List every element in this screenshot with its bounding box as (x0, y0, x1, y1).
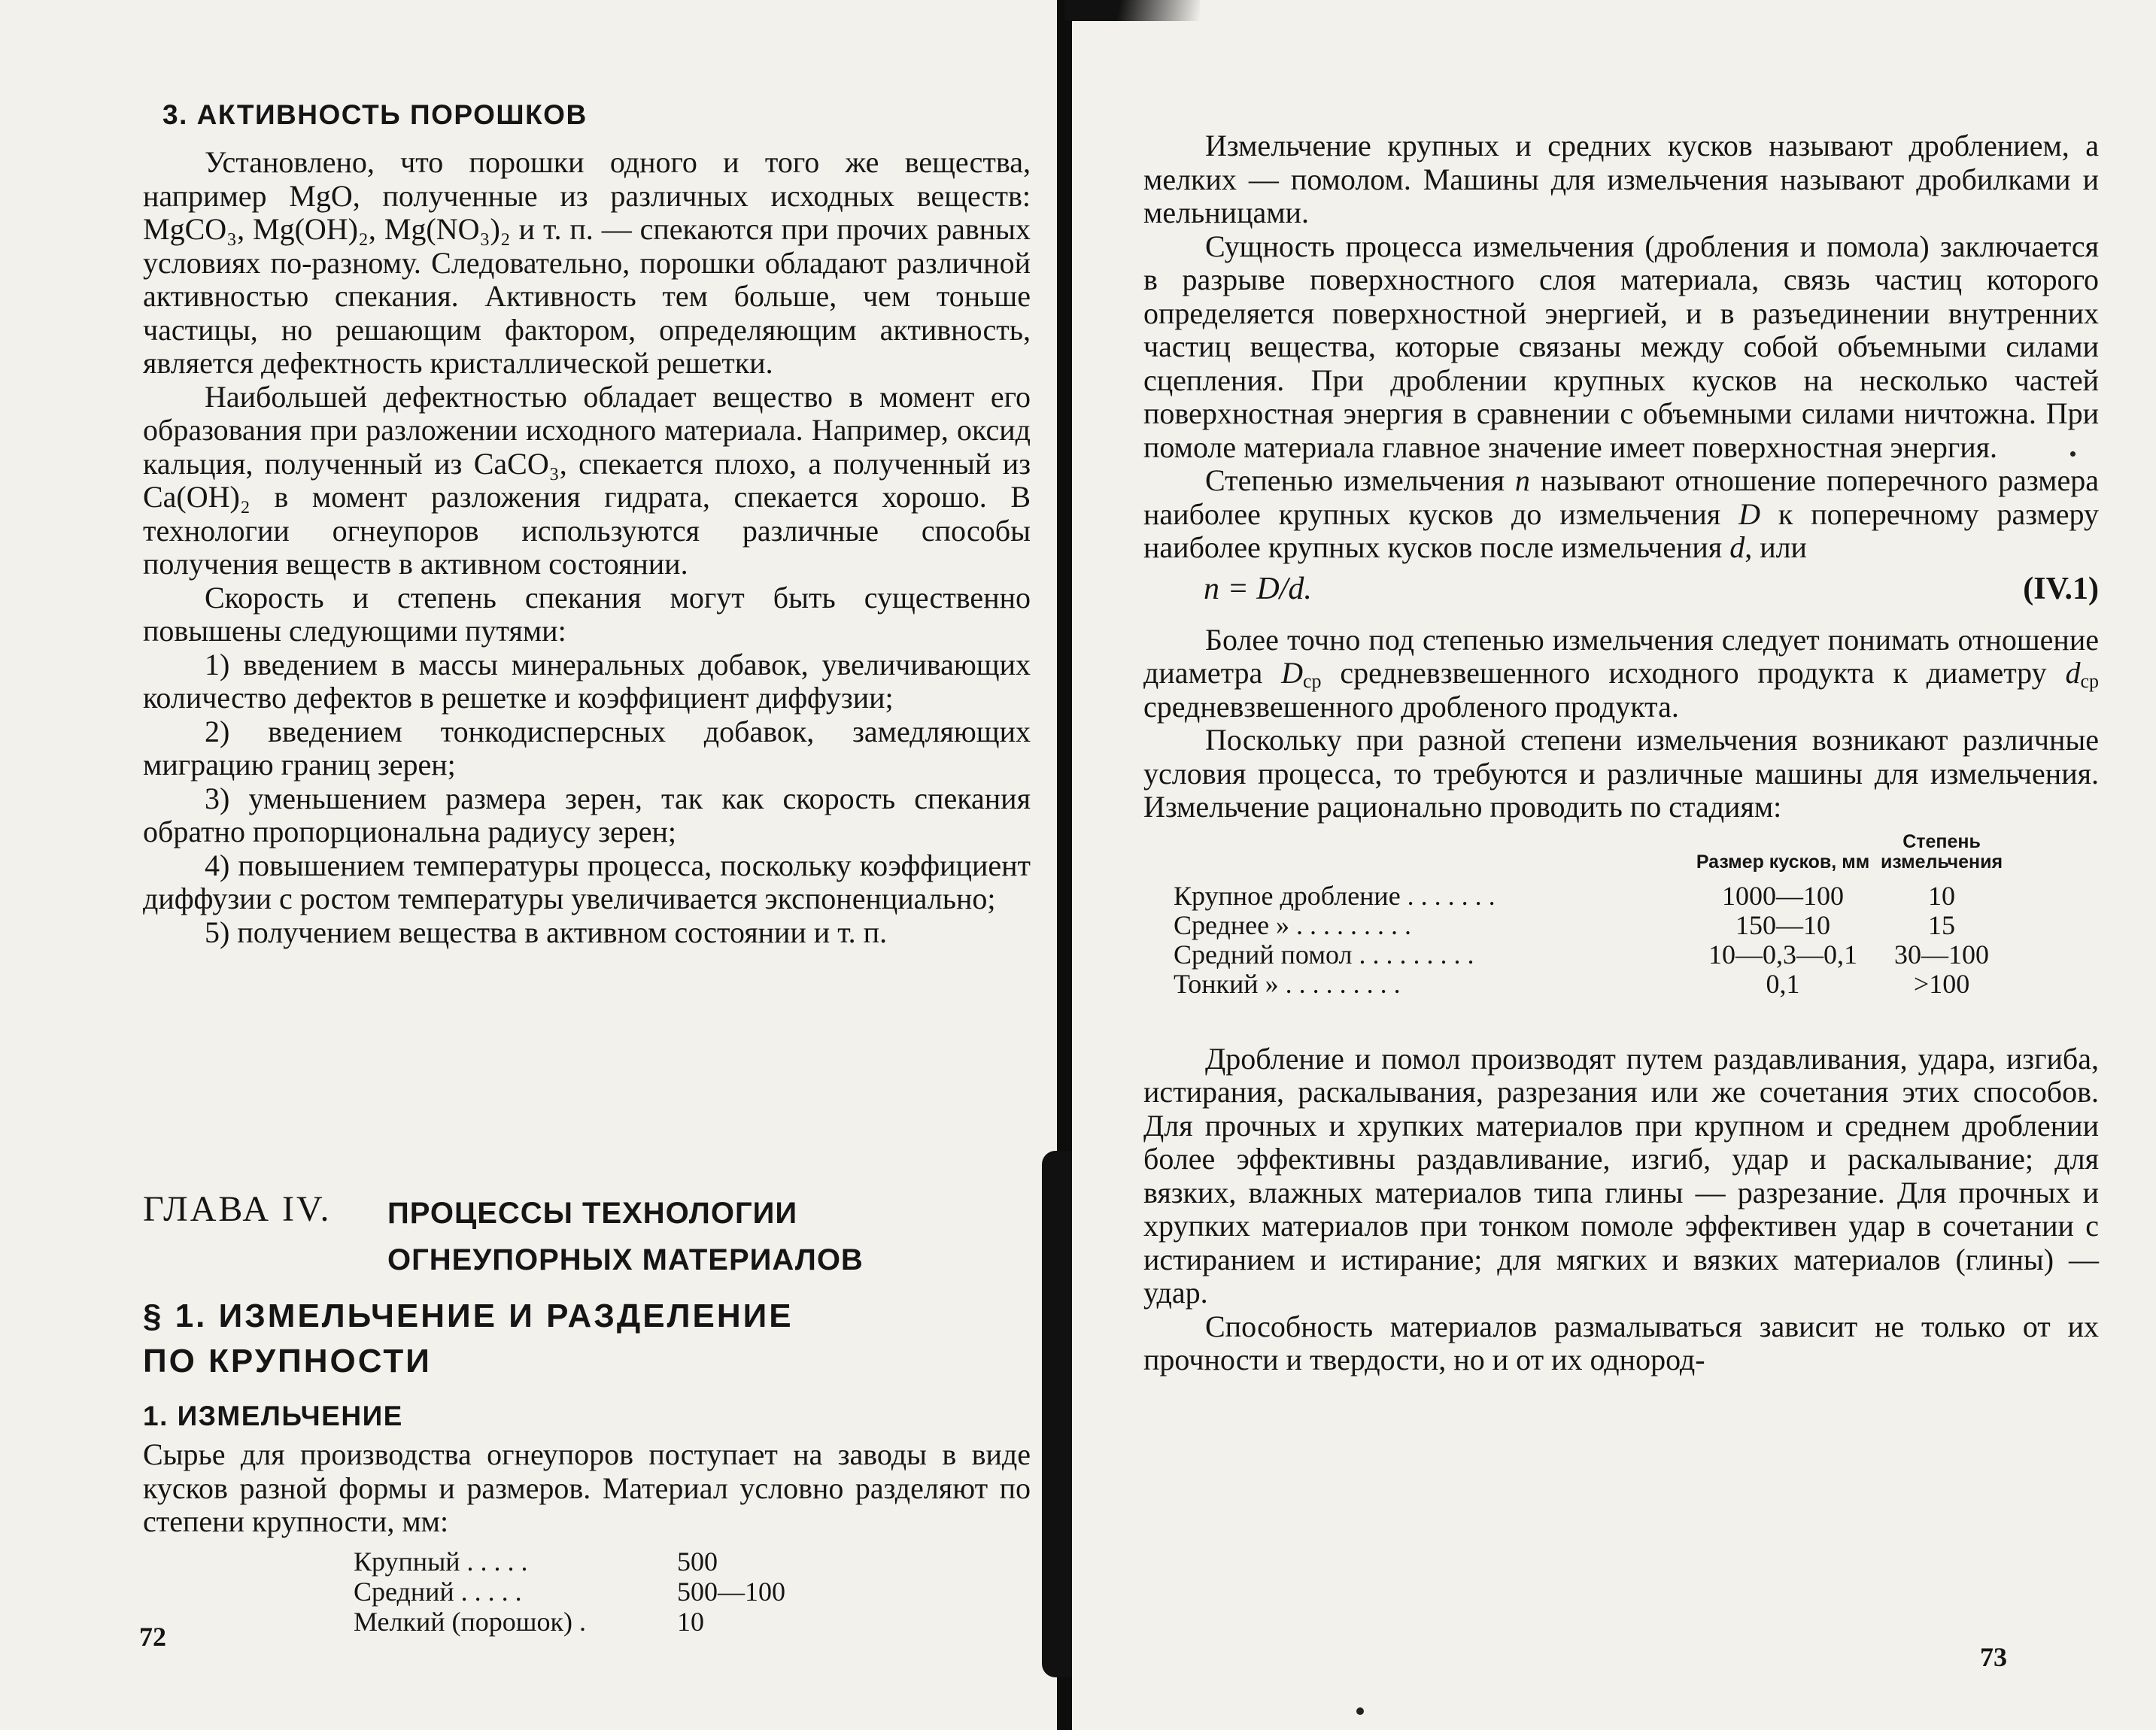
paragraph: Скорость и степень спекания могут быть существенно повышены следующими путями: (143, 580, 1031, 648)
stage-degree: 30—100 (1894, 939, 1990, 970)
stage-degree: 15 (1928, 909, 1956, 940)
chapter-title (387, 1190, 864, 1283)
size-class-value: 500—100 (677, 1577, 785, 1607)
size-class-row (354, 1546, 785, 1577)
paragraph: Наибольшей дефектностью обладает вещество в момент его образования при разложении исходного материала. Например, оксид кальция, полученный из CaCO₃, спекается плохо, а полученный из Ca(OH)₂ в момент разложения гидрата, спекается хорошо. В технологии огнеупоров используются различные способы получения веществ в активном состоянии. (143, 379, 1031, 581)
table-row (1174, 882, 2003, 911)
formula-number: (IV.1) (2023, 571, 2099, 606)
size-class-row (354, 1577, 785, 1607)
size-class-value: 10 (677, 1607, 704, 1637)
size-class-row (354, 1607, 785, 1637)
dust-speck (1356, 1707, 1364, 1715)
stage-name: Крупное дробление . . . . . . . (1174, 880, 1496, 911)
chapter-label: ГЛАВА IV. (143, 1189, 332, 1229)
table-row (1174, 970, 2003, 999)
paragraph: Измельчение крупных и средних кусков называют дроблением, а мелких — помолом. Машины для измельчения называют дробилками и мельницами. (1143, 129, 2099, 229)
stage-size: 150—10 (1735, 909, 1830, 940)
text-run: к поперечному размеру наиболее крупных кусков после измельчения (1143, 496, 2099, 564)
paragraph: Сущность процесса измельчения (дробления и помола) заключается в разрыве поверхностного слоя материала, связь частиц которого определяется поверхностной энергией, и в разъединении внутренних частиц вещества, которые связаны между собой объемными силами сцепления. При дроблении крупных кусков на несколько частей поверхностная энергия в сравнении с объемными силами ничтожна. При помоле материала главное значение имеет поверхностная энергия. (1143, 229, 2099, 464)
page-number: 73 (1980, 1642, 2007, 1672)
subscript: ср (1302, 670, 1322, 692)
stage-degree: >100 (1913, 968, 1970, 999)
size-class-value: 500 (677, 1546, 718, 1577)
subsection-heading: 1. ИЗМЕЛЬЧЕНИЕ (143, 1401, 403, 1431)
size-class-label: Мелкий (порошок) . (354, 1607, 586, 1637)
left-page (0, 0, 1053, 1730)
stage-name: Средний помол . . . . . . . . . (1174, 939, 1474, 970)
size-class-label: Средний . . . . . (354, 1577, 522, 1607)
variable: D (1281, 656, 1303, 690)
text-run: , или (1745, 530, 1807, 564)
size-class-label: Крупный . . . . . (354, 1546, 528, 1577)
variable: n (1514, 463, 1530, 497)
list-item: 5) получением вещества в активном состоянии и т. п. (205, 915, 888, 949)
table-header-size: Размер кусков, мм (1696, 851, 1870, 873)
page-number: 72 (139, 1622, 166, 1652)
stage-name: Тонкий » . . . . . . . . . (1174, 968, 1401, 999)
stage-name: Среднее » . . . . . . . . . (1174, 909, 1412, 940)
stage-size: 0,1 (1766, 968, 1800, 999)
paragraph-degree-definition (1143, 464, 2099, 565)
left-text-column (143, 99, 1031, 949)
formula-row (1143, 571, 2099, 607)
paragraph-precise-definition (1143, 624, 2099, 724)
table-header-row (1174, 832, 2003, 882)
table-row (1174, 911, 2003, 940)
section-heading: § 1. ИЗМЕЛЬЧЕНИЕ И РАЗДЕЛЕНИЕ (143, 1298, 794, 1334)
stage-size: 10—0,3—0,1 (1708, 939, 1857, 970)
list-item: 3) уменьшением размера зерен, так как скорость спекания обратно пропорциональна радиусу зерен; (143, 781, 1031, 848)
right-text-column (1143, 129, 2099, 1377)
size-classes-list (354, 1546, 785, 1637)
section-heading-powder-activity: 3. АКТИВНОСТЬ ПОРОШКОВ (162, 99, 588, 130)
table-header-degree: Степень измельчения (1881, 830, 2003, 873)
list-item: 4) повышением температуры процесса, поскольку коэффициент диффузии с ростом температуры увеличивается экспоненциально; (143, 848, 1031, 915)
dust-speck (2070, 451, 2076, 457)
paragraph: Дробление и помол производят путем раздавливания, удара, изгиба, истирания, раскалывания, разрезания или же сочетания этих способов. Для прочных и хрупких материалов при крупном и среднем дроблении более эффективны раздавливание, изгиб, удар и раскалывание; для вязких, влажных материалов типа глины — разрезание. Для прочных и хрупких материалов при тонком помоле эффективен удар в сочетании с истиранием и истирание; для мягких и вязких материалов (глины) — удар. (1143, 1041, 2099, 1310)
variable: d (1729, 530, 1745, 564)
paragraph: Установлено, что порошки одного и того же вещества, например MgO, полученные из различных исходных веществ: MgCO₃, Mg(OH)₂, Mg(NO₃)₂ и т. п. — спекаются при прочих равных условиях по-разному. Следовательно, порошки обладают различной активностью спекания. Активность тем больше, чем тоньше частицы, но решающим фактором, определяющим активность, является дефектность кристаллической решетки. (143, 145, 1031, 380)
left-section-block (143, 1294, 1031, 1539)
formula: n = D/d. (1204, 571, 1312, 606)
right-page (1068, 0, 2156, 1730)
text-run: Степенью измельчения (1205, 463, 1515, 497)
text-run: называют отношение поперечного размера наиболее крупных кусков до измельчения (1143, 463, 2099, 531)
table-row (1174, 940, 2003, 970)
section-heading: ПО КРУПНОСТИ (143, 1343, 432, 1379)
text-run: средневзвешенного дробленого продукта. (1143, 689, 1679, 724)
text-run: средневзвешенного исходного продукта к диаметру (1321, 656, 2066, 690)
comminution-stages-table (1174, 832, 2003, 999)
list-item: 2) введением тонкодисперсных добавок, замедляющих миграцию границ зерен; (143, 714, 1031, 782)
paragraph: Поскольку при разной степени измельчения возникают различные условия процесса, то требуются и различные машины для измельчения. Измельчение рационально проводить по стадиям: (1143, 723, 2099, 824)
chapter-title-line: ПРОЦЕССЫ ТЕХНОЛОГИИ (387, 1197, 798, 1230)
paragraph: Способность материалов размалываться зависит не только от их прочности и твердости, но и от их однород- (1143, 1309, 2099, 1376)
variable: d (2065, 656, 2081, 690)
stage-size: 1000—100 (1722, 880, 1844, 911)
paragraph: Сырье для производства огнеупоров поступает на заводы в виде кусков разной формы и размеров. Материал условно разделяют по степени крупности, мм: (143, 1437, 1031, 1538)
text-run: Более точно под степенью измельчения следует понимать отношение диаметра (1143, 622, 2099, 690)
chapter-title-line: ОГНЕУПОРНЫХ МАТЕРИАЛОВ (387, 1243, 864, 1276)
subscript: ср (2080, 670, 2099, 692)
variable: D (1738, 496, 1760, 531)
gutter-ink-blot (1042, 1151, 1072, 1677)
table-header-empty (1174, 832, 1685, 882)
list-item: 1) введением в массы минеральных добавок, увеличивающих количество дефектов в решетке и коэффициент диффузии; (143, 647, 1031, 715)
stage-degree: 10 (1928, 880, 1956, 911)
